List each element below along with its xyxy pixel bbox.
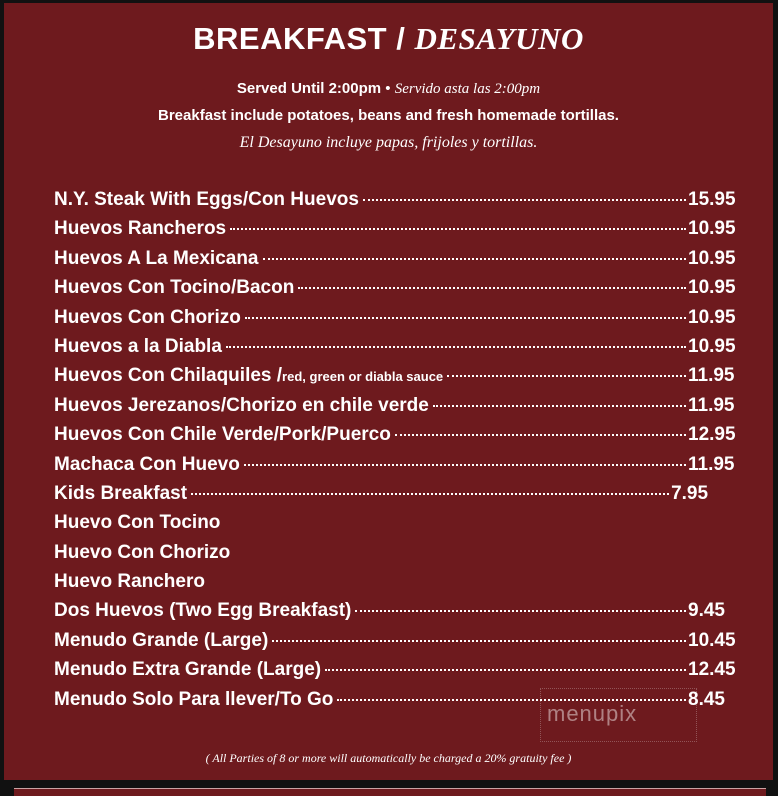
menu-item	[54, 483, 744, 512]
bullet-separator: •	[385, 80, 391, 97]
menu-item-price: 10.95	[688, 335, 736, 357]
menu-item	[54, 218, 744, 247]
menu-item-name	[54, 600, 351, 622]
menu-item-name	[54, 336, 222, 358]
menu-item	[54, 248, 744, 277]
menu-item	[54, 659, 744, 688]
dot-leader	[226, 346, 686, 348]
menu-item	[54, 189, 744, 218]
menu-item-name	[54, 512, 220, 534]
menu-item-title: Huevo Ranchero	[54, 571, 205, 593]
menu-item	[54, 277, 744, 306]
menu-item	[54, 600, 744, 629]
menu-item-price: 10.45	[688, 629, 736, 651]
served-hours	[4, 80, 773, 98]
menu-item-price: 8.45	[688, 688, 725, 710]
menu-item-price: 11.95	[688, 453, 735, 475]
menu-item	[54, 336, 744, 365]
menu-item-title: Huevos Con Chile Verde/Pork/Puerco	[54, 424, 391, 446]
dot-leader	[355, 610, 686, 612]
title-english: BREAKFAST /	[193, 21, 406, 56]
dot-leader	[447, 375, 686, 377]
menu-item-name	[54, 542, 230, 564]
dot-leader	[298, 287, 686, 289]
menu-item-note: red, green or diabla sauce	[282, 369, 444, 385]
title-spanish: DESAYUNO	[414, 21, 584, 56]
menu-item-title: Huevos Con Chilaquiles /	[54, 365, 283, 387]
menu-item	[54, 365, 744, 394]
dot-leader	[433, 405, 686, 407]
watermark-logo	[540, 688, 697, 742]
includes-spanish: El Desayuno incluye papas, frijoles y tortillas.	[239, 134, 538, 151]
served-hours-english: Served Until 2:00pm	[236, 80, 382, 97]
menu-item-title: Kids Breakfast	[54, 482, 188, 504]
menu-item-price: 10.95	[688, 247, 736, 269]
watermark-text: menupix	[547, 701, 638, 726]
menu-item	[54, 307, 744, 336]
dot-leader	[230, 228, 686, 230]
menu-panel	[4, 3, 773, 780]
menu-item-title: Menudo Grande (Large)	[54, 629, 269, 651]
menu-item-name	[54, 218, 226, 240]
menu-item-price: 7.95	[671, 482, 709, 504]
menu-item-name	[54, 630, 268, 652]
menu-item-name	[54, 307, 241, 329]
menu-item-title: Huevos Con Chorizo	[54, 306, 241, 328]
menu-item-price: 9.45	[688, 600, 725, 622]
menu-item-title: Machaca Con Huevo	[54, 453, 240, 475]
menu-item-name	[54, 454, 240, 476]
menu-item-title: Huevo Con Tocino	[54, 512, 221, 534]
includes-english: Breakfast include potatoes, beans and fresh homemade tortillas.	[158, 107, 619, 124]
menu-item-title: Menudo Extra Grande (Large)	[54, 659, 322, 681]
menu-item-title: Huevo Con Chorizo	[54, 541, 231, 563]
dot-leader	[244, 464, 686, 466]
dot-leader	[325, 669, 686, 671]
dot-leader	[245, 317, 686, 319]
menu-item-title: Huevos Jerezanos/Chorizo en chile verde	[54, 394, 429, 416]
menu-item-price: 11.95	[688, 394, 735, 416]
dot-leader	[363, 199, 686, 201]
menu-item-price: 15.95	[688, 189, 736, 210]
menu-item	[54, 630, 744, 659]
menu-item-name	[54, 483, 187, 505]
menu-item-price: 12.95	[688, 424, 736, 446]
menu-item-name	[54, 248, 259, 270]
menu-item	[54, 395, 744, 424]
menu-item-title: Dos Huevos (Two Egg Breakfast)	[54, 600, 352, 622]
menu-item-name	[54, 395, 429, 417]
menu-item-title: Huevos A La Mexicana	[54, 247, 259, 269]
menu-item-title: N.Y. Steak With Eggs/Con Huevos	[54, 189, 359, 210]
menu-item	[54, 454, 744, 483]
menu-item-price: 10.95	[688, 218, 736, 240]
menu-item-price: 10.95	[688, 306, 736, 328]
menu-item	[54, 542, 744, 571]
menu-item	[54, 571, 744, 600]
menu-items-list	[54, 189, 744, 718]
dot-leader	[191, 493, 669, 495]
menu-item-price: 12.45	[688, 659, 736, 681]
menu-item-name	[54, 659, 321, 681]
dot-leader	[263, 258, 686, 260]
dot-leader	[272, 640, 686, 642]
menu-item-title: Huevos Con Tocino/Bacon	[54, 277, 295, 299]
menu-item-name	[54, 277, 294, 299]
menu-title	[4, 21, 773, 57]
menu-item-name	[54, 189, 359, 211]
menu-item-price: 10.95	[688, 277, 736, 299]
menu-item-name	[54, 365, 443, 387]
menu-item	[54, 424, 744, 453]
menu-item-name	[54, 571, 205, 593]
menu-item-name	[54, 689, 333, 711]
menu-item-name	[54, 424, 391, 446]
menu-item-price: 11.95	[688, 365, 735, 387]
dot-leader	[395, 434, 686, 436]
gratuity-note: ( All Parties of 8 or more will automatically be charged a 20% gratuity fee )	[205, 751, 572, 765]
menu-item-title: Menudo Solo Para llever/To Go	[54, 688, 334, 710]
menu-item-title: Huevos Rancheros	[54, 218, 227, 240]
served-hours-spanish: Servido asta las 2:00pm	[394, 81, 541, 97]
menu-item-title: Huevos a la Diabla	[54, 335, 222, 357]
menu-item	[54, 512, 744, 541]
